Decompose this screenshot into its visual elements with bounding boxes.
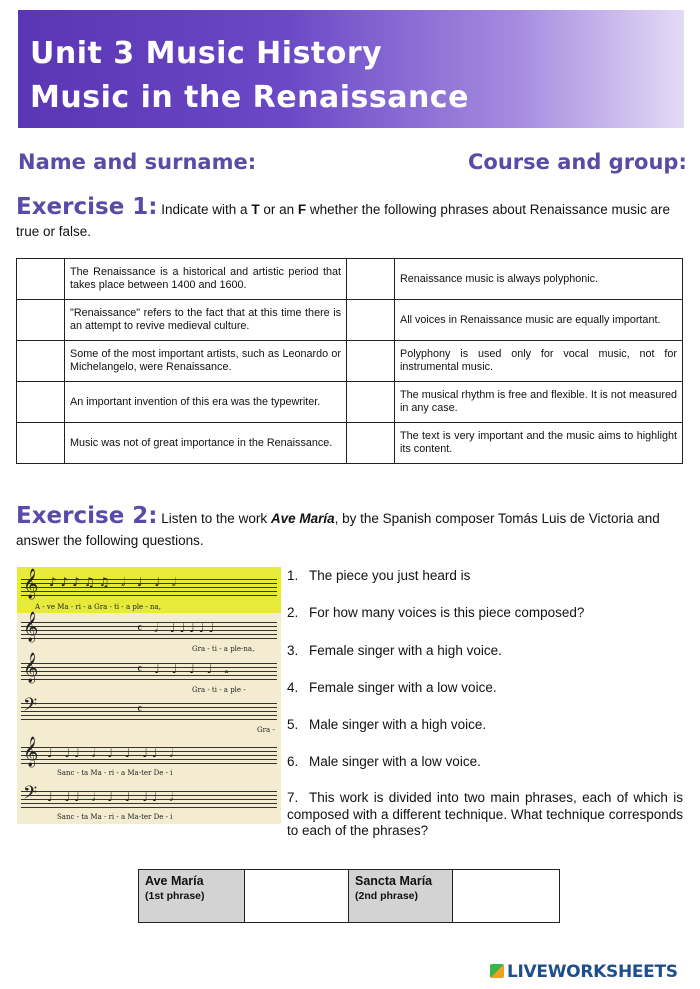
list-item: 1. The piece you just heard is xyxy=(287,568,471,583)
bass-clef-icon: 𝄢 xyxy=(23,783,38,808)
ave-maria-label: Ave María (1st phrase) xyxy=(139,870,245,923)
statement-cell: Renaissance music is always polyphonic. xyxy=(395,259,683,300)
answer-box[interactable] xyxy=(17,341,65,382)
table-row xyxy=(17,423,683,464)
name-surname-label: Name and surname: xyxy=(18,150,257,174)
exercise2-instruction: Exercise 2: Listen to the work Ave María, by the Spanish composer Tomás Luis de Victoria and answer the following questions. xyxy=(16,503,660,548)
ave-maria-answer-box[interactable] xyxy=(245,870,349,923)
answer-box[interactable] xyxy=(17,382,65,423)
notes: 𝄴 𝅗𝅥 ♩♩♩♩♩ xyxy=(137,621,219,635)
lyrics: Gra - ti - a ple-na, xyxy=(192,645,255,653)
statement-cell: Music was not of great importance in the Renaissance. xyxy=(65,423,347,464)
lyrics: Sanc - ta Ma - ri - a Ma-ter De - i xyxy=(57,769,173,777)
statement-cell: The text is very important and the music aims to highlight its content. xyxy=(395,423,683,464)
statement-cell: All voices in Renaissance music are equally important. xyxy=(395,300,683,341)
answer-box[interactable] xyxy=(17,300,65,341)
staff xyxy=(21,703,277,719)
statement-cell: The musical rhythm is free and flexible. It is not measured in any case. xyxy=(395,382,683,423)
answer-box[interactable] xyxy=(347,300,395,341)
table-row xyxy=(17,259,683,300)
work-title: Ave María xyxy=(270,511,335,526)
notes: ♪♪♪♫♫ 𝅗𝅥 ♩ ♩ 𝅗𝅥 xyxy=(49,575,180,589)
treble-clef-icon: 𝄞 xyxy=(23,612,39,642)
answer-box[interactable] xyxy=(17,423,65,464)
list-item: 5. Male singer with a high voice. xyxy=(287,717,487,732)
table-row xyxy=(17,382,683,423)
treble-clef-icon: 𝄞 xyxy=(23,653,39,683)
answer-box[interactable] xyxy=(17,259,65,300)
course-group-label: Course and group: xyxy=(468,150,687,174)
list-item: 3. Female singer with a high voice. xyxy=(287,643,502,658)
lyrics: A - ve Ma - ri - a Gra - ti - a ple - na, xyxy=(35,603,161,611)
notes: ♩ ♩♩ 𝅗𝅥 ♩ ♩ ♩♩ 𝅗𝅥 xyxy=(47,790,178,804)
statement-cell: Some of the most important artists, such as Leonardo or Michelangelo, were Renaissance. xyxy=(65,341,347,382)
unit-title: Unit 3 Music History xyxy=(30,36,383,71)
table-row xyxy=(17,341,683,382)
lyrics: Gra - ti - a ple - xyxy=(192,686,246,694)
bass-clef-icon: 𝄢 xyxy=(23,695,38,720)
notes: ♩ ♩♩ 𝅗𝅥 ♩ ♩ ♩♩ 𝅗𝅥 xyxy=(47,746,178,760)
exercise2-title: Exercise 2: xyxy=(16,503,158,529)
logo-mark-icon xyxy=(490,964,504,978)
table-row xyxy=(17,300,683,341)
treble-clef-icon: 𝄞 xyxy=(23,569,39,599)
answer-box[interactable] xyxy=(347,423,395,464)
notes: 𝄴 ♩ ♩ ♩ ♩ 𝅝 xyxy=(137,662,233,676)
liveworksheets-logo: LIVEWORKSHEETS xyxy=(490,962,678,982)
statement-cell: Polyphony is used only for vocal music, not for instrumental music. xyxy=(395,341,683,382)
answer-box[interactable] xyxy=(347,341,395,382)
statement-cell: The Renaissance is a historical and artistic period that takes place between 1400 and 1600. xyxy=(65,259,347,300)
list-item: 2. For how many voices is this piece composed? xyxy=(287,605,585,620)
exercise1-instruction: Exercise 1: Indicate with a T or an F whether the following phrases about Renaissance music are true or false. xyxy=(16,194,671,239)
lyrics: Gra - xyxy=(257,726,275,734)
music-score-image xyxy=(17,567,281,824)
table-row xyxy=(139,870,560,923)
answer-box[interactable] xyxy=(347,382,395,423)
true-false-table xyxy=(16,258,683,464)
answer-box[interactable] xyxy=(347,259,395,300)
statement-cell: An important invention of this era was the typewriter. xyxy=(65,382,347,423)
lyrics: Sanc - ta Ma - ri - a Ma-ter De - i xyxy=(57,813,173,821)
sancta-maria-answer-box[interactable] xyxy=(453,870,560,923)
sancta-maria-label: Sancta María (2nd phrase) xyxy=(349,870,453,923)
list-item: 6. Male singer with a low voice. xyxy=(287,754,481,769)
notes: 𝄴 xyxy=(137,702,147,716)
treble-clef-icon: 𝄞 xyxy=(23,737,39,767)
phrase-technique-table xyxy=(138,869,560,923)
topic-title: Music in the Renaissance xyxy=(30,80,469,115)
title-banner xyxy=(18,10,684,128)
list-item: 7. This work is divided into two main phrases, each of which is composed with a different technique. What technique corresponds to each of the phrases? xyxy=(287,790,683,838)
exercise1-title: Exercise 1: xyxy=(16,194,158,220)
statement-cell: "Renaissance" refers to the fact that at this time there is an attempt to revive medieval culture. xyxy=(65,300,347,341)
list-item: 4. Female singer with a low voice. xyxy=(287,680,497,695)
